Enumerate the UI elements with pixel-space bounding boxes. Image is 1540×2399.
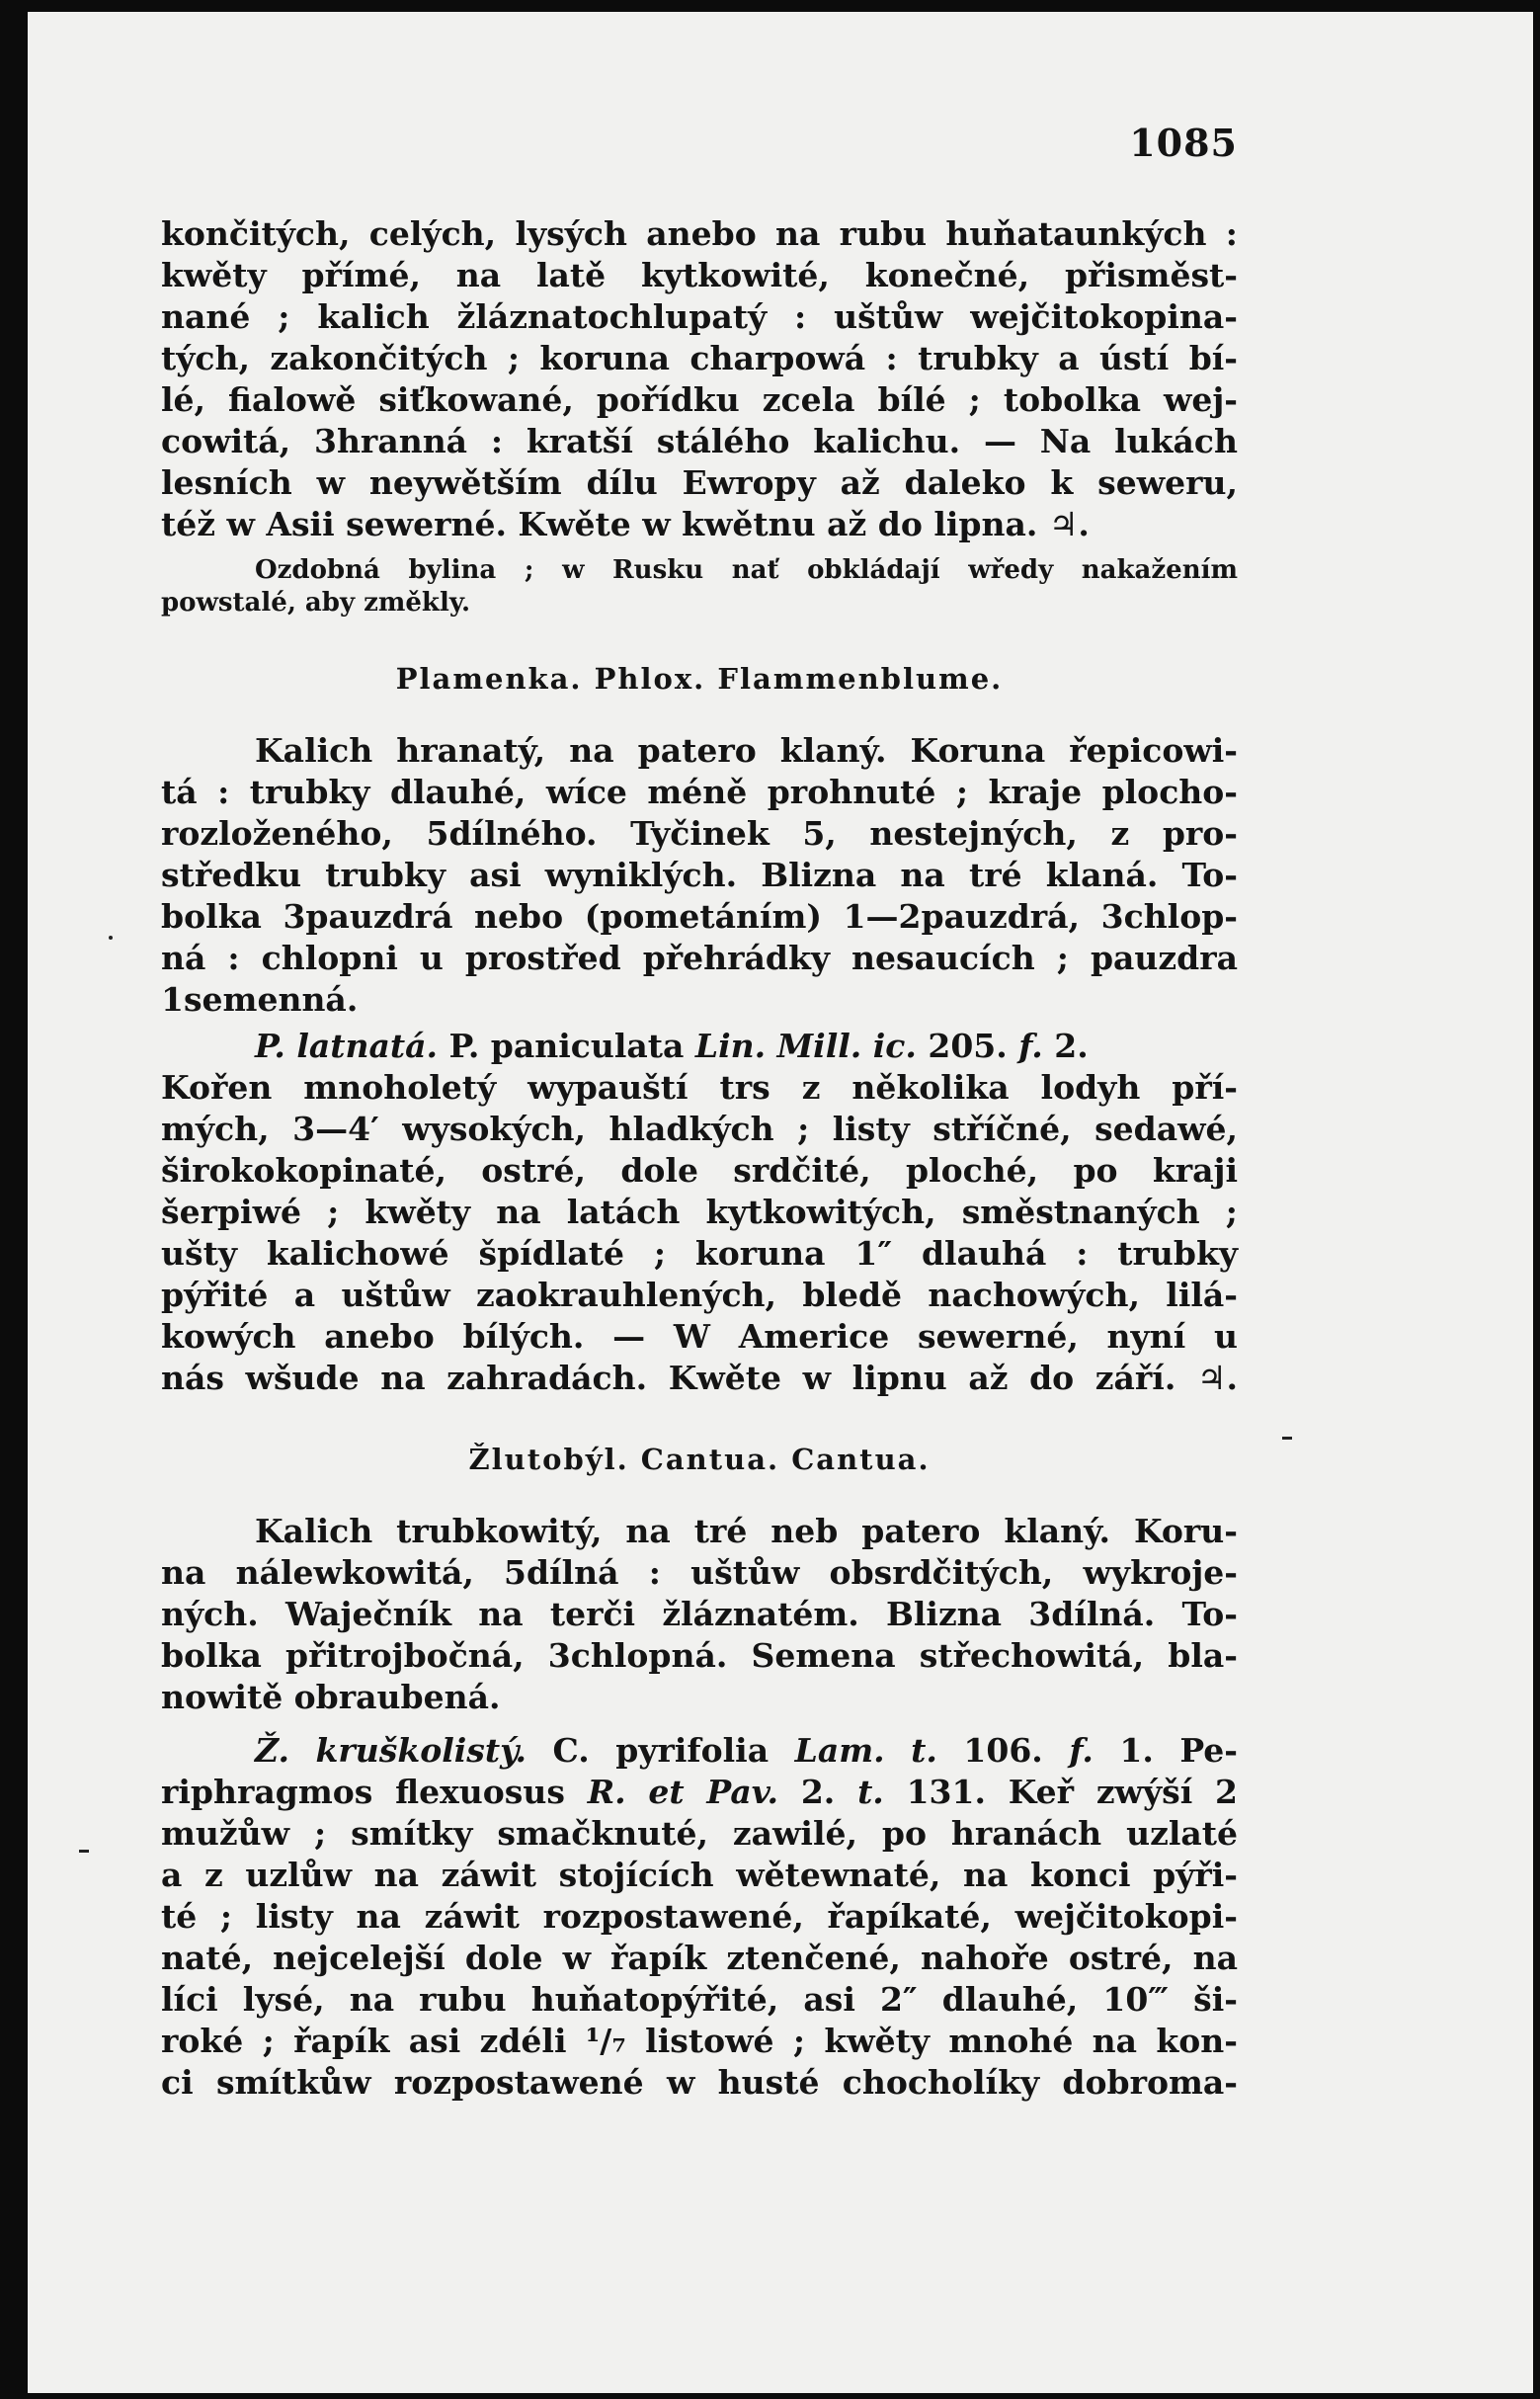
- text-line: bolka přitrojbočná, 3chlopná. Semena střechowitá, bla-: [161, 1636, 1238, 1675]
- text-line: Kalich hranatý, na patero klaný. Koruna řepicowi-: [255, 731, 1238, 770]
- genus-heading: Plamenka. Phlox. Flammenblume.: [395, 662, 1004, 696]
- text-line: nás wšude na zahradách. Kwěte w lipnu až do září. ♃.: [161, 1359, 1238, 1397]
- genus-heading: Žlutobýl. Cantua. Cantua.: [468, 1443, 931, 1476]
- text-line: ných. Waječník na terči žláznatém. Blizna 3dílná. To-: [161, 1595, 1238, 1633]
- text-line: ušty kalichowé špídlaté ; koruna 1″ dlauhá : trubky: [161, 1234, 1238, 1273]
- text-line: cowitá, 3hranná : kratší stálého kalichu. — Na lukách: [161, 422, 1238, 460]
- text-line: středku trubky asi wyniklých. Blizna na tré klaná. To-: [161, 856, 1238, 894]
- margin-mark: [79, 1850, 89, 1853]
- text-line: kowých anebo bílých. — W Americe sewerné, nyní u: [161, 1317, 1238, 1356]
- text-line: roké ; řapík asi zdéli ¹/₇ listowé ; kwěty mnohé na kon-: [161, 2022, 1238, 2060]
- text-line: naté, nejcelejší dole w řapík ztenčené, nahoře ostré, na: [161, 1939, 1238, 1977]
- species-title-line: Ž. kruškolistý. C. pyrifolia Lam. t. 106. f. 1. Pe-: [255, 1731, 1238, 1770]
- text-line: lesních w neywětším dílu Ewropy až daleko k seweru,: [161, 463, 1238, 502]
- text-line: té ; listy na záwit rozpostawené, řapíkaté, wejčitokopi-: [161, 1897, 1238, 1936]
- text-line: 1semenná.: [161, 980, 359, 1019]
- note-line: Ozdobná bylina ; w Rusku nať obkládají wředy nakažením: [255, 555, 1238, 585]
- text-line: ci smítkůw rozpostawené w husté chocholíky dobroma-: [161, 2063, 1238, 2102]
- text-line: tých, zakončitých ; koruna charpowá : trubky a ústí bí-: [161, 339, 1238, 377]
- text-line: rozloženého, 5dílného. Tyčinek 5, nestejných, z pro-: [161, 814, 1238, 853]
- text-line: na nálewkowitá, 5dílná : uštůw obsrdčitých, wykroje-: [161, 1553, 1238, 1592]
- text-line: kwěty přímé, na latě kytkowité, konečné, přisměst-: [161, 256, 1238, 294]
- text-line: líci lysé, na rubu huňatopýřité, asi 2″ dlauhé, 10‴ ši-: [161, 1980, 1238, 2019]
- text-line: a z uzlůw na záwit stojících wětewnaté, na konci pýři-: [161, 1856, 1238, 1894]
- margin-mark: [1282, 1437, 1292, 1440]
- species-name: P. latnatá.: [255, 1027, 438, 1065]
- page-number: 1085: [1129, 121, 1238, 165]
- margin-mark: [109, 936, 113, 940]
- text-line: širokokopinaté, ostré, dole srdčité, ploché, po kraji: [161, 1151, 1238, 1190]
- text-line: tá : trubky dlauhé, wíce méně prohnuté ; kraje plocho-: [161, 773, 1238, 811]
- text-line: mých, 3—4′ wysokých, hladkých ; listy stříčné, sedawé,: [161, 1110, 1238, 1148]
- text-line: mužůw ; smítky smačknuté, zawilé, po hranách uzlaté: [161, 1814, 1238, 1853]
- text-line: končitých, celých, lysých anebo na rubu huňataunkých :: [161, 214, 1238, 253]
- note-line: powstalé, aby změkly.: [161, 588, 470, 618]
- text-line: nané ; kalich žláznatochlupatý : uštůw wejčitokopina-: [161, 297, 1238, 336]
- text-line: riphragmos flexuosus R. et Pav. 2. t. 131. Keř zwýší 2: [161, 1773, 1238, 1811]
- text-line: Kořen mnoholetý wypauští trs z několika lodyh pří-: [161, 1068, 1238, 1107]
- text-line: nowitě obraubená.: [161, 1678, 501, 1716]
- book-page: [28, 12, 1533, 2393]
- species-title-line: P. latnatá. P. paniculata Lin. Mill. ic. 205. f. 2.: [255, 1027, 1089, 1065]
- text-line: Kalich trubkowitý, na tré neb patero klaný. Koru-: [255, 1512, 1238, 1550]
- text-line: též w Asii sewerné. Kwěte w kwětnu až do lipna. ♃.: [161, 505, 1090, 543]
- species-name: Ž. kruškolistý.: [255, 1731, 527, 1770]
- text-line: ná : chlopni u prostřed přehrádky nesaucích ; pauzdra: [161, 939, 1238, 977]
- text-line: bolka 3pauzdrá nebo (pometáním) 1—2pauzdrá, 3chlop-: [161, 897, 1238, 936]
- text-line: lé, fialowě siťkowané, pořídku zcela bílé ; tobolka wej-: [161, 380, 1238, 419]
- text-line: šerpiwé ; kwěty na latách kytkowitých, směstnaných ;: [161, 1193, 1238, 1231]
- text-line: pýřité a uštůw zaokrauhlených, bledě nachowých, lilá-: [161, 1276, 1238, 1314]
